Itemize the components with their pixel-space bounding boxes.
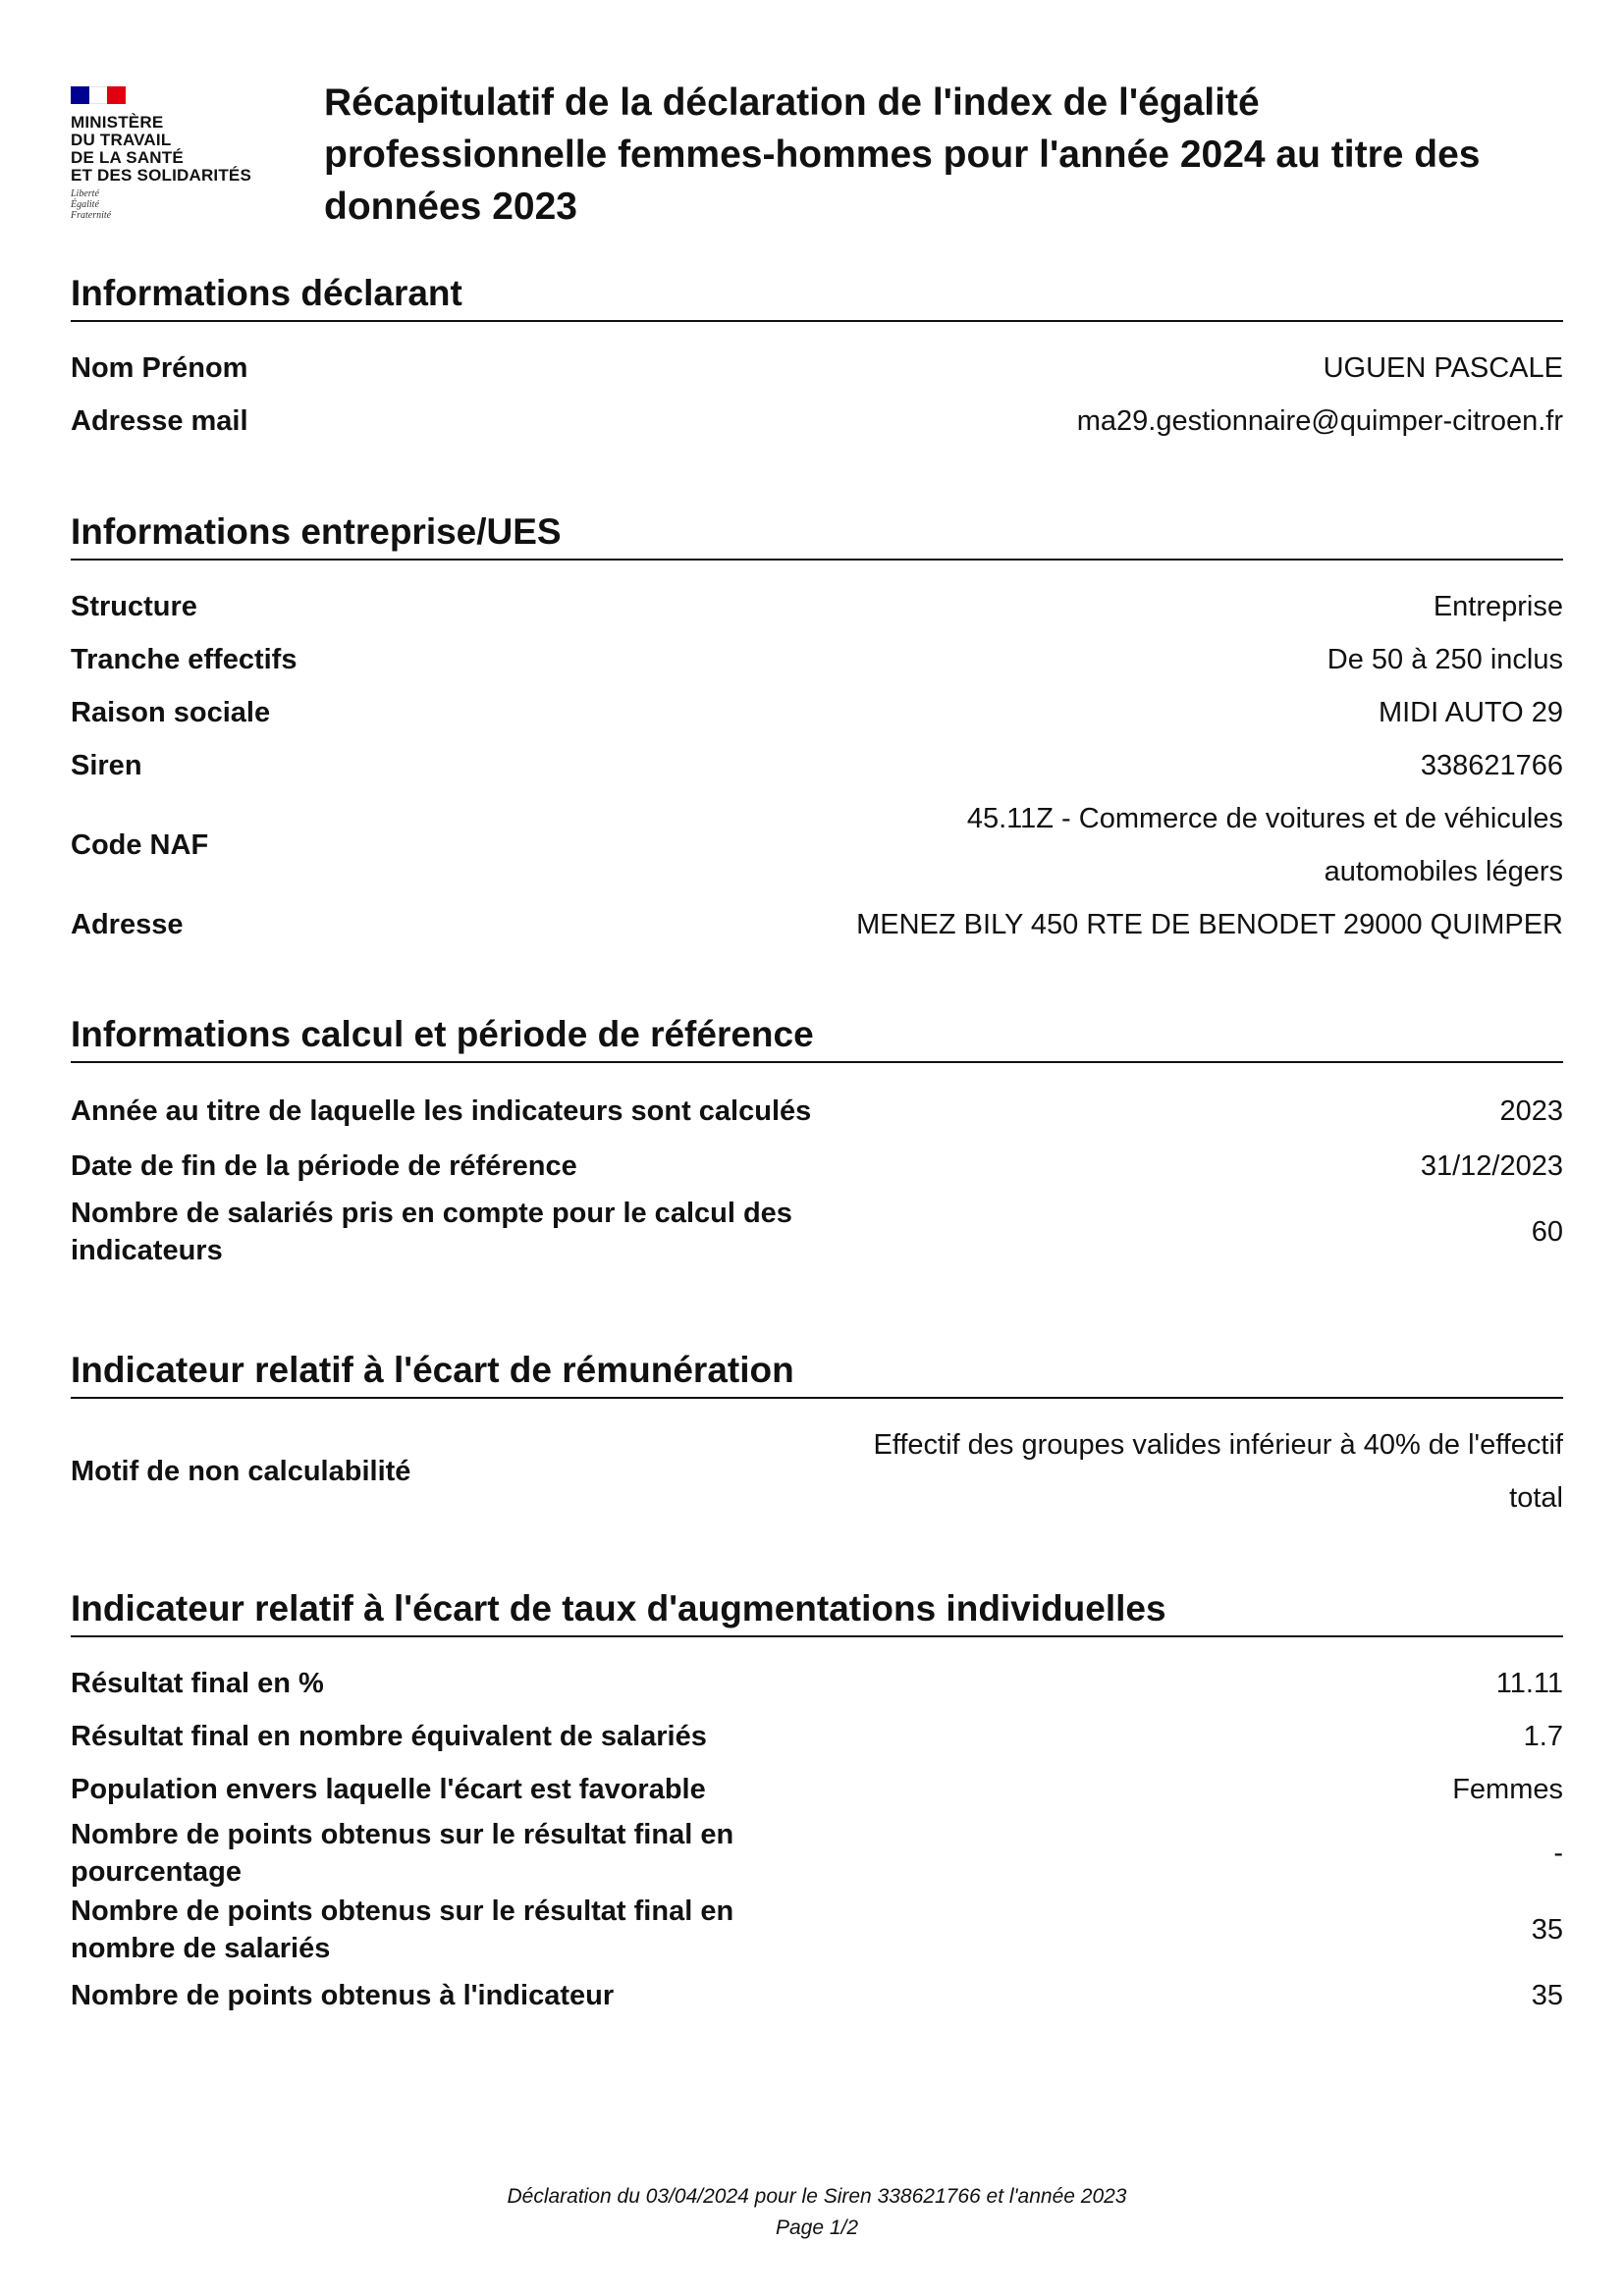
row-label: Population envers laquelle l'écart est favorable bbox=[71, 1774, 706, 1805]
info-row bbox=[71, 1140, 1563, 1193]
ministry-line: MINISTÈRE bbox=[71, 113, 164, 132]
row-value: 1.7 bbox=[1523, 1721, 1563, 1752]
row-value: UGUEN PASCALE bbox=[1323, 352, 1563, 384]
info-row bbox=[71, 633, 1563, 686]
row-value: 35 bbox=[1531, 1980, 1563, 2011]
ministry-line: ET DES SOLIDARITÉS bbox=[71, 166, 252, 185]
section-title: Indicateur relatif à l'écart de rémunération bbox=[71, 1348, 1563, 1399]
row-label: Résultat final en % bbox=[71, 1668, 324, 1699]
info-row bbox=[71, 792, 1563, 898]
section-entreprise bbox=[71, 509, 1563, 961]
row-label: Date de fin de la période de référence bbox=[71, 1150, 577, 1182]
ministry-line: DE LA SANTÉ bbox=[71, 148, 184, 167]
section-title: Informations entreprise/UES bbox=[71, 509, 1563, 561]
row-label: Nom Prénom bbox=[71, 352, 248, 384]
row-value: Entreprise bbox=[1433, 591, 1563, 622]
info-row bbox=[71, 898, 1563, 951]
row-value: MIDI AUTO 29 bbox=[1378, 697, 1563, 728]
row-value: 2023 bbox=[1499, 1095, 1563, 1127]
section-calcul bbox=[71, 1012, 1563, 1279]
row-label: Tranche effectifs bbox=[71, 644, 298, 675]
info-row bbox=[71, 1893, 1563, 1967]
row-value: Effectif des groupes valides inférieur à 40% de l'effectif total bbox=[873, 1429, 1563, 1514]
row-label: Nombre de points obtenus à l'indicateur bbox=[71, 1980, 615, 2011]
row-value: MENEZ BILY 450 RTE DE BENODET 29000 QUIMPER bbox=[856, 909, 1563, 940]
info-row bbox=[71, 1657, 1563, 1710]
document-title: Récapitulatif de la déclaration de l'index de l'égalité professionnelle femmes-hommes pour l'année 2024 au titre des données 2023 bbox=[324, 81, 1481, 228]
info-row bbox=[71, 1085, 1563, 1138]
row-label: Nombre de salariés pris en compte pour le calcul des indicateurs bbox=[71, 1198, 792, 1266]
info-row bbox=[71, 686, 1563, 739]
ministry-logo bbox=[71, 86, 267, 234]
row-label: Adresse mail bbox=[71, 405, 248, 437]
section-title: Informations calcul et période de référence bbox=[71, 1012, 1563, 1063]
info-row bbox=[71, 395, 1563, 448]
row-value: 31/12/2023 bbox=[1420, 1150, 1563, 1182]
info-row bbox=[71, 1763, 1563, 1816]
row-label: Année au titre de laquelle les indicateurs sont calculés bbox=[71, 1095, 812, 1127]
row-value: De 50 à 250 inclus bbox=[1326, 644, 1563, 675]
info-row bbox=[71, 1816, 1563, 1891]
row-value: - bbox=[1553, 1838, 1563, 1869]
row-value: 45.11Z - Commerce de voitures et de véhicules automobiles légers bbox=[966, 803, 1563, 887]
section-augmentations bbox=[71, 1586, 1563, 2032]
info-row bbox=[71, 739, 1563, 792]
row-label: Nombre de points obtenus sur le résultat final en pourcentage bbox=[71, 1819, 734, 1888]
section-remuneration bbox=[71, 1348, 1563, 1534]
info-row bbox=[71, 1710, 1563, 1763]
row-value: Femmes bbox=[1452, 1774, 1563, 1805]
section-title: Informations déclarant bbox=[71, 271, 1563, 322]
motto-line: Égalité bbox=[71, 199, 99, 210]
document-header bbox=[71, 77, 1563, 243]
row-value: 11.11 bbox=[1495, 1668, 1563, 1699]
page-footer bbox=[71, 2181, 1563, 2244]
document-page bbox=[71, 0, 1563, 2296]
info-row bbox=[71, 580, 1563, 633]
footer-page-number: Page 1/2 bbox=[775, 2216, 859, 2239]
motto-line: Fraternité bbox=[71, 210, 112, 221]
section-title: Indicateur relatif à l'écart de taux d'augmentations individuelles bbox=[71, 1586, 1563, 1637]
row-label: Code NAF bbox=[71, 829, 209, 861]
section-declarant bbox=[71, 271, 1563, 457]
marianne-flag-icon bbox=[71, 86, 126, 104]
motto-line: Liberté bbox=[71, 188, 99, 199]
info-row bbox=[71, 1969, 1563, 2022]
row-label: Nombre de points obtenus sur le résultat final en nombre de salariés bbox=[71, 1896, 734, 1964]
row-value: 338621766 bbox=[1420, 750, 1563, 781]
row-label: Structure bbox=[71, 591, 197, 622]
info-row bbox=[71, 1418, 1563, 1524]
row-value: 35 bbox=[1531, 1914, 1563, 1946]
row-value: 60 bbox=[1531, 1216, 1563, 1248]
ministry-name bbox=[71, 114, 267, 185]
ministry-line: DU TRAVAIL bbox=[71, 131, 172, 149]
row-label: Raison sociale bbox=[71, 697, 271, 728]
info-row bbox=[71, 1195, 1563, 1269]
footer-declaration: Déclaration du 03/04/2024 pour le Siren 338621766 et l'année 2023 bbox=[507, 2185, 1127, 2208]
row-value: ma29.gestionnaire@quimper-citroen.fr bbox=[1076, 405, 1563, 437]
row-label: Motif de non calculabilité bbox=[71, 1456, 411, 1487]
row-label: Résultat final en nombre équivalent de salariés bbox=[71, 1721, 707, 1752]
row-label: Siren bbox=[71, 750, 142, 781]
republic-motto bbox=[71, 188, 267, 221]
info-row bbox=[71, 342, 1563, 395]
row-label: Adresse bbox=[71, 909, 184, 940]
